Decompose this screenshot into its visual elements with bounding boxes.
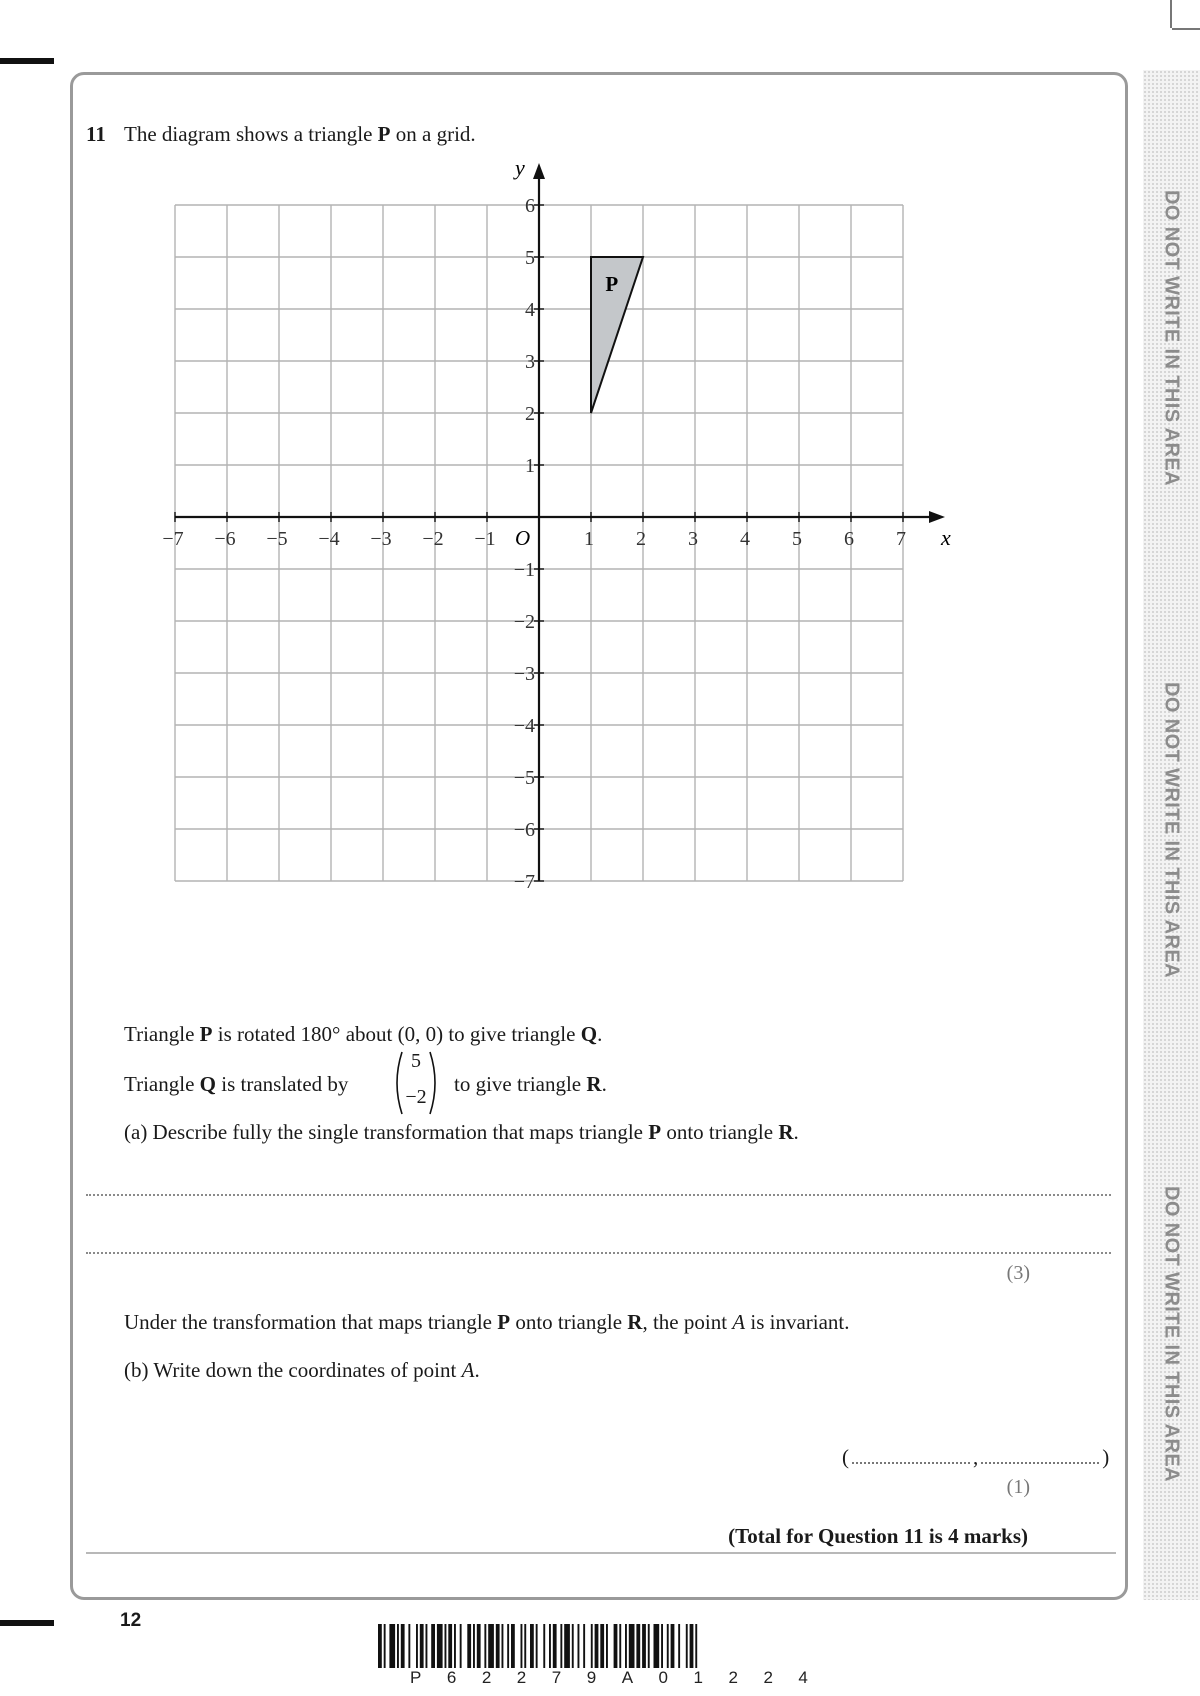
barcode-bar	[564, 1624, 570, 1668]
barcode-bar	[488, 1624, 494, 1668]
x-axis-label: x	[941, 525, 951, 550]
barcode-bar	[695, 1624, 697, 1668]
barcode-char: 4	[798, 1668, 808, 1687]
barcode-char: 0	[658, 1668, 668, 1687]
side-warning-2: DO NOT WRITE IN THIS AREA	[1160, 682, 1183, 978]
barcode-bar	[614, 1624, 618, 1668]
y-tick-label: 1	[525, 455, 535, 477]
y-tick-label: 6	[525, 195, 535, 217]
y-tick-label: −7	[513, 871, 535, 893]
x-tick-label: −3	[370, 528, 392, 550]
registration-mark-bottom	[0, 1620, 54, 1626]
triangle-p-label: P	[605, 271, 619, 296]
part-a-question: (a) Describe fully the single transformation that maps triangle P onto triangle R.	[124, 1120, 799, 1144]
barcode-bar	[416, 1624, 418, 1668]
answer-line-a2[interactable]	[86, 1252, 1111, 1254]
barcode-bar	[426, 1624, 428, 1668]
barcode-bar	[389, 1624, 395, 1668]
barcode-bar	[606, 1624, 608, 1668]
corner-mark	[1170, 0, 1172, 28]
barcode-bar	[536, 1624, 538, 1668]
barcode-bar	[678, 1624, 680, 1668]
x-tick-label: 6	[844, 528, 854, 550]
barcode-char: 2	[481, 1668, 492, 1687]
barcode-bar	[686, 1624, 688, 1668]
barcode-bar	[467, 1624, 471, 1668]
translation-statement-end: to give triangle R.	[454, 1072, 607, 1096]
x-tick-label: 2	[636, 528, 646, 550]
y-tick-label: −2	[513, 611, 535, 633]
answer-blank-x[interactable]	[852, 1448, 970, 1464]
barcode-bar	[583, 1624, 585, 1668]
barcode-bar	[473, 1624, 475, 1668]
barcode-bar	[543, 1624, 545, 1668]
vector-bottom: −2	[405, 1086, 427, 1108]
x-tick-label: 7	[896, 528, 906, 550]
barcode-char: 1	[693, 1668, 703, 1687]
barcode-bar	[448, 1624, 452, 1668]
barcode-bar	[553, 1624, 557, 1668]
barcode-bar	[477, 1624, 481, 1668]
answer-line-a1[interactable]	[86, 1194, 1111, 1196]
side-warning-3: DO NOT WRITE IN THIS AREA	[1160, 1186, 1183, 1482]
page-number: 12	[120, 1610, 142, 1631]
barcode-bar	[578, 1624, 580, 1668]
side-warning-1: DO NOT WRITE IN THIS AREA	[1160, 190, 1183, 486]
total-divider	[86, 1552, 1116, 1554]
barcode-bar	[549, 1624, 551, 1668]
y-tick-label: 5	[525, 247, 535, 269]
origin-label: O	[515, 526, 531, 550]
translation-vector	[390, 1048, 442, 1118]
marks-part-a: (3)	[1006, 1262, 1030, 1284]
marks-part-b: (1)	[1006, 1476, 1030, 1498]
barcode-bar	[502, 1624, 504, 1668]
rotation-statement: Triangle P is rotated 180° about (0, 0) to give triangle Q.	[124, 1022, 603, 1046]
barcode-bar	[530, 1624, 534, 1668]
barcode-bar	[690, 1624, 694, 1668]
y-tick-label: 3	[525, 351, 535, 373]
barcode-bar	[595, 1624, 599, 1668]
x-tick-label: −6	[214, 528, 236, 550]
y-tick-label: 2	[525, 403, 535, 425]
barcode-bar	[484, 1624, 486, 1668]
y-tick-label: −4	[513, 715, 535, 737]
barcode-bar	[661, 1624, 663, 1668]
y-tick-label: −3	[513, 663, 535, 685]
barcode-char: P	[410, 1668, 422, 1687]
x-tick-label: 4	[740, 528, 750, 550]
barcode-text	[410, 1668, 808, 1688]
x-tick-label: −5	[266, 528, 288, 550]
barcode-bar	[397, 1624, 399, 1668]
barcode-bar	[642, 1624, 646, 1668]
barcode-bar	[378, 1624, 382, 1668]
barcode-bar	[636, 1624, 640, 1668]
x-tick-label: −2	[422, 528, 444, 550]
barcode-char: 6	[446, 1668, 457, 1687]
barcode-char: 2	[516, 1668, 527, 1687]
barcode-char: 2	[763, 1668, 773, 1687]
barcode-char: 2	[728, 1668, 738, 1687]
x-tick-label: 3	[688, 528, 698, 550]
vector-top: 5	[411, 1050, 421, 1072]
barcode-bar	[496, 1624, 500, 1668]
y-tick-label: −5	[513, 767, 535, 789]
corner-mark-h	[1172, 28, 1200, 30]
y-axis-arrow	[533, 163, 545, 179]
answer-blank-y[interactable]	[981, 1448, 1099, 1464]
translation-statement-start: Triangle Q is translated by	[124, 1072, 349, 1096]
y-tick-label: 4	[525, 299, 535, 321]
coordinate-answer: ( , )	[842, 1445, 1110, 1469]
barcode-bar	[600, 1624, 604, 1668]
barcode-bar	[629, 1624, 635, 1668]
barcode-bar	[511, 1624, 515, 1668]
x-tick-label: 1	[584, 528, 594, 550]
barcode-char: 9	[586, 1668, 597, 1687]
question-number: 11	[86, 122, 106, 146]
coordinate-grid	[160, 160, 1040, 960]
barcode-bar	[572, 1624, 574, 1668]
barcode-bar	[460, 1624, 462, 1668]
barcode-bar	[401, 1624, 405, 1668]
question-total: (Total for Question 11 is 4 marks)	[728, 1524, 1028, 1548]
barcode-bar	[524, 1624, 526, 1668]
barcode-bar	[654, 1624, 660, 1668]
barcode-bar	[437, 1624, 443, 1668]
x-tick-label: −4	[318, 528, 340, 550]
barcode-bar	[454, 1624, 456, 1668]
part-b-question: (b) Write down the coordinates of point A.	[124, 1358, 480, 1382]
barcode-bar	[560, 1624, 562, 1668]
barcode-bar	[408, 1624, 410, 1668]
x-axis-arrow	[929, 511, 945, 523]
barcode-bar	[671, 1624, 675, 1668]
barcode-bar	[521, 1624, 523, 1668]
y-tick-label: −1	[513, 559, 535, 581]
x-tick-label: 5	[792, 528, 802, 550]
barcode	[378, 1624, 838, 1668]
barcode-bar	[625, 1624, 627, 1668]
barcode-bar	[420, 1624, 424, 1668]
barcode-bar	[619, 1624, 621, 1668]
registration-mark-top	[0, 58, 54, 64]
x-tick-label: −1	[474, 528, 496, 550]
barcode-char: A	[621, 1668, 634, 1687]
invariant-statement: Under the transformation that maps triangle P onto triangle R, the point A is invariant.	[124, 1310, 850, 1334]
barcode-bar	[445, 1624, 447, 1668]
y-axis-label: y	[515, 160, 525, 180]
barcode-bar	[507, 1624, 509, 1668]
y-tick-label: −6	[513, 819, 535, 841]
barcode-bar	[591, 1624, 593, 1668]
x-tick-label: −7	[162, 528, 184, 550]
barcode-char: 7	[551, 1668, 562, 1687]
barcode-bar	[667, 1624, 669, 1668]
barcode-bar	[431, 1624, 435, 1668]
barcode-bar	[384, 1624, 386, 1668]
barcode-bar	[648, 1624, 650, 1668]
question-intro: The diagram shows a triangle P on a grid.	[124, 122, 476, 146]
axes	[175, 163, 945, 881]
